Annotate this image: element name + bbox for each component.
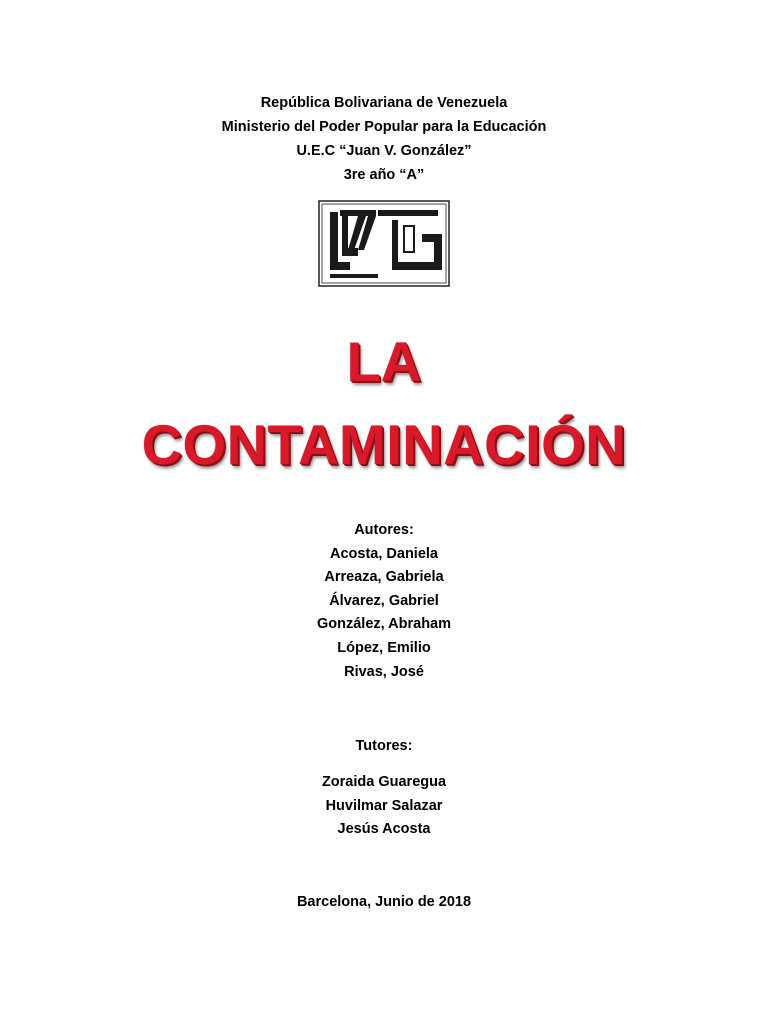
tutor-name: Zoraida Guaregua bbox=[321, 774, 447, 790]
document-title-line-2: CONTAMINACIÓN bbox=[141, 413, 627, 476]
authors-heading: Autores: bbox=[354, 522, 414, 538]
place-date-block bbox=[0, 891, 768, 915]
author-name: Álvarez, Gabriel bbox=[329, 592, 439, 609]
tutor-name: Huvilmar Salazar bbox=[325, 797, 443, 814]
header-line-country: República Bolivariana de Venezuela bbox=[260, 95, 508, 111]
document-title-line-1: LA bbox=[346, 330, 422, 393]
author-name: Acosta, Daniela bbox=[330, 545, 438, 562]
author-name: López, Emilio bbox=[337, 639, 431, 656]
tutors-heading: Tutores: bbox=[355, 738, 413, 754]
header-line-grade: 3re año “A” bbox=[343, 167, 425, 183]
tutors-heading-block bbox=[0, 735, 768, 759]
tutor-name: Jesús Acosta bbox=[337, 821, 431, 838]
school-logo-icon bbox=[318, 200, 450, 287]
school-logo bbox=[318, 200, 450, 287]
header-line-school: U.E.C “Juan V. González” bbox=[296, 143, 472, 159]
author-name: Arreaza, Gabriela bbox=[324, 569, 444, 586]
tutors-section bbox=[0, 771, 768, 842]
author-name: Rivas, José bbox=[344, 663, 424, 680]
author-name: González, Abraham bbox=[316, 616, 452, 633]
institution-header bbox=[0, 91, 768, 187]
authors-section bbox=[0, 519, 768, 684]
place-date: Barcelona, Junio de 2018 bbox=[296, 894, 472, 910]
header-line-ministry: Ministerio del Poder Popular para la Educación bbox=[221, 119, 547, 135]
